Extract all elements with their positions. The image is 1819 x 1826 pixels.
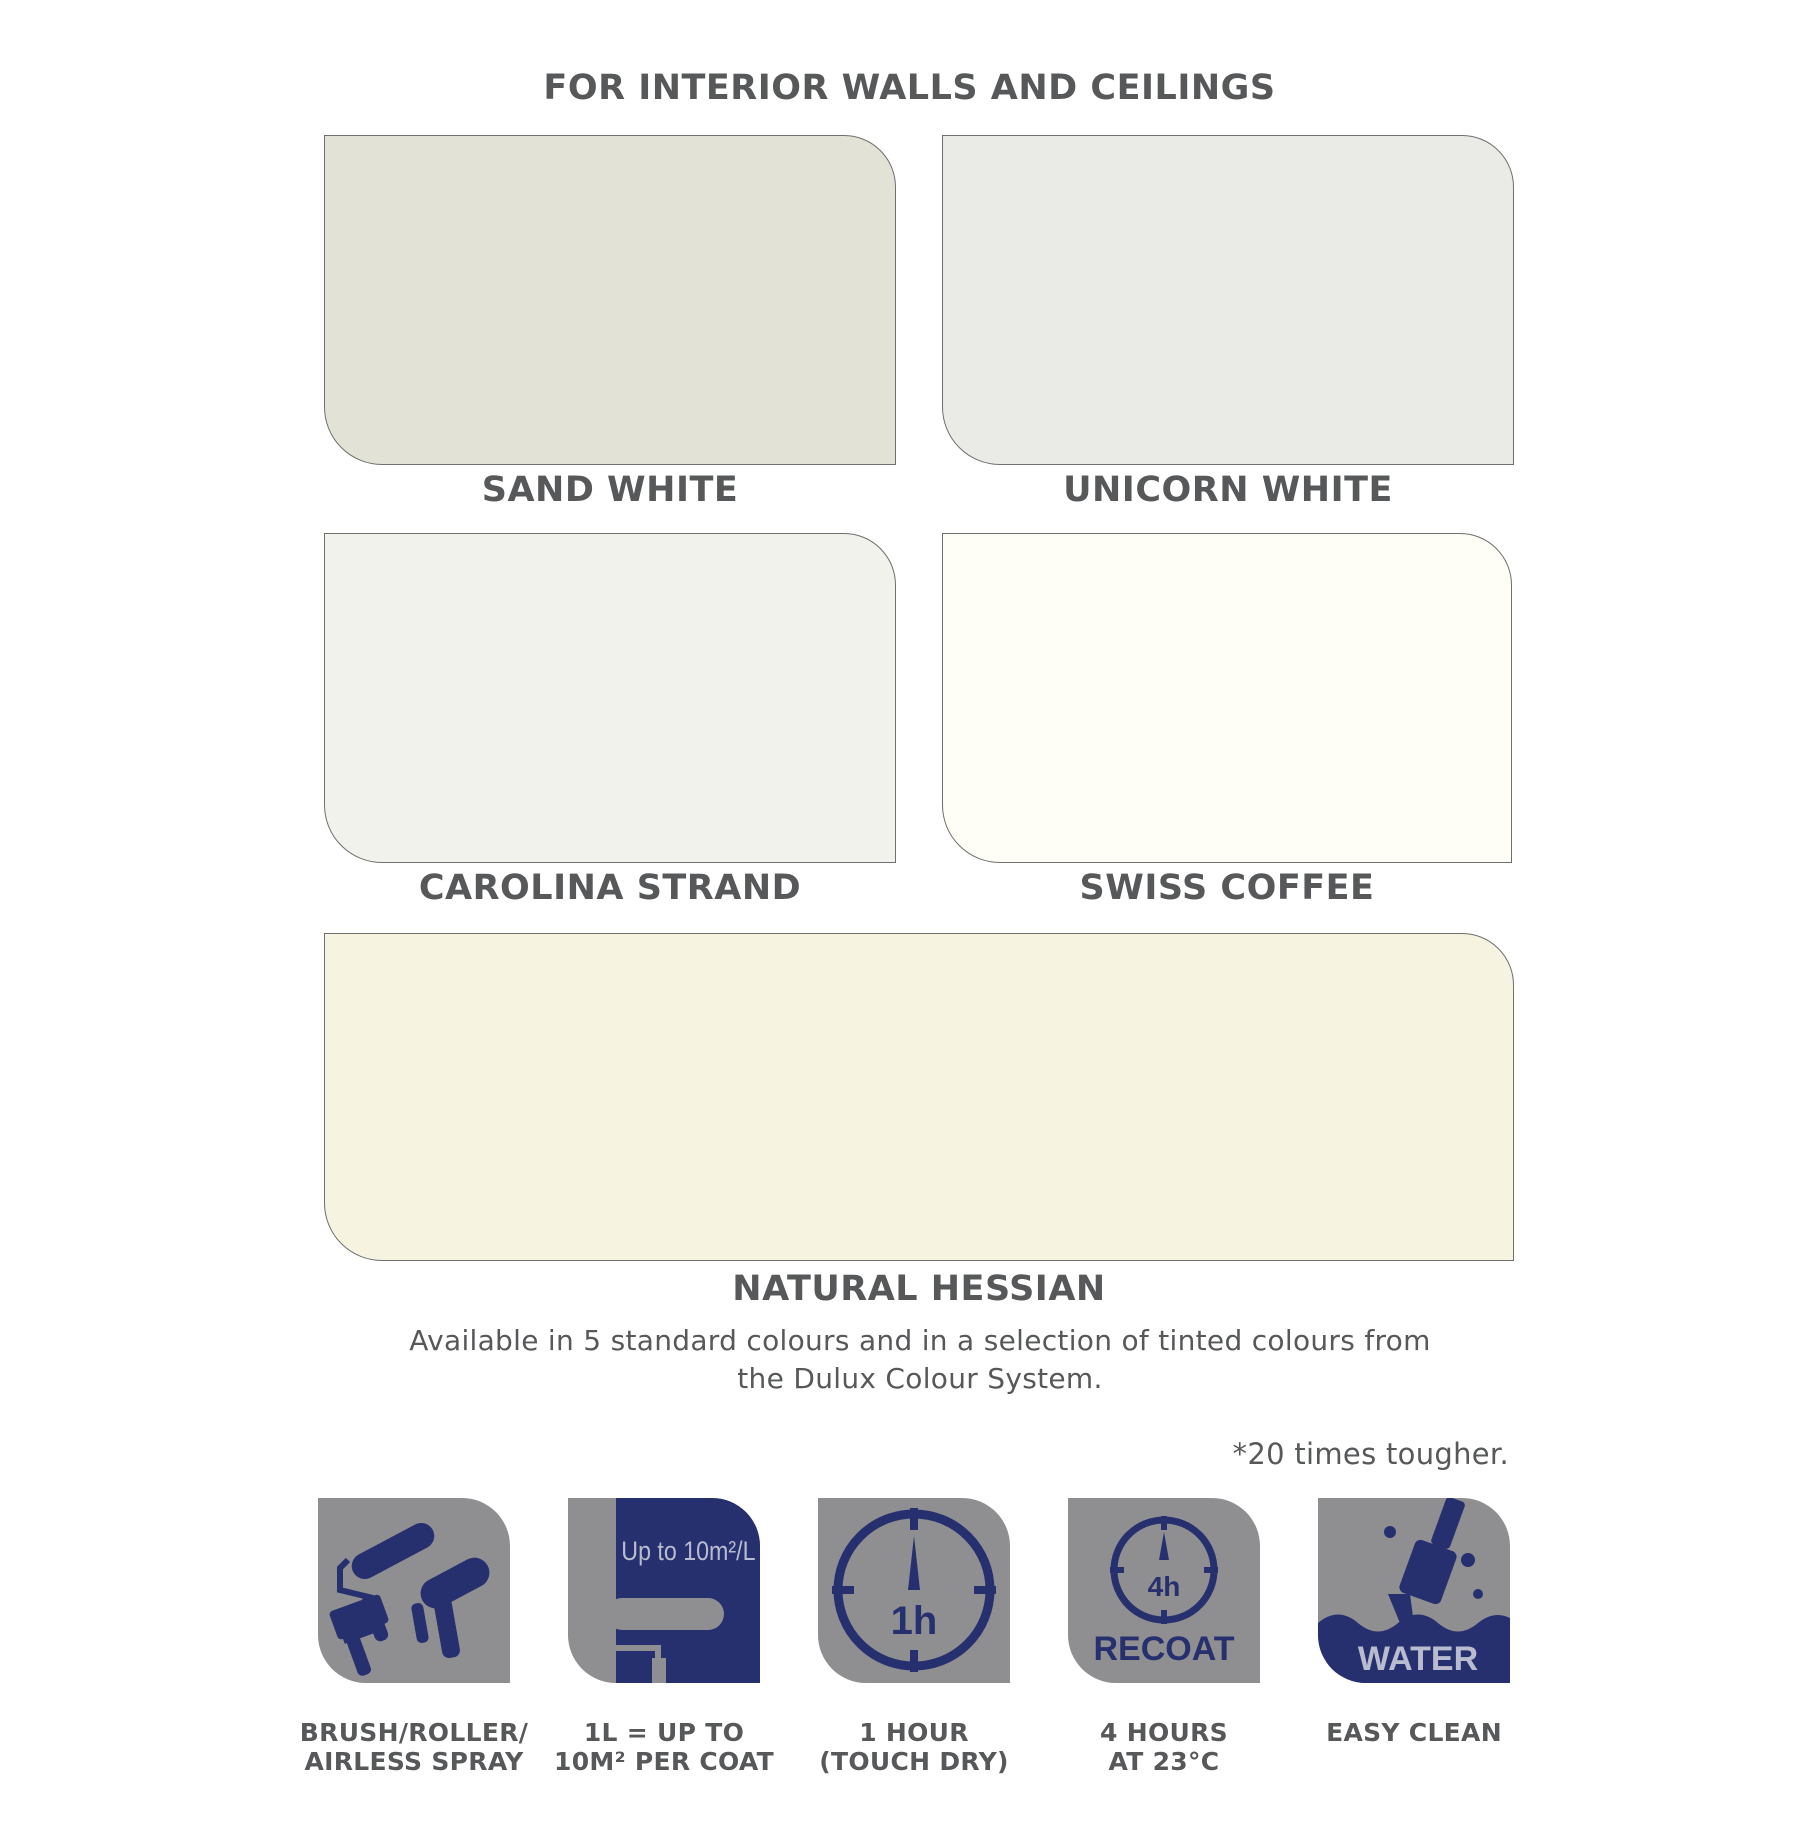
feature-label-coverage <box>534 1718 794 1776</box>
coverage-roller-icon <box>568 1498 760 1683</box>
clock-1h-icon <box>818 1498 1010 1683</box>
recoat-text: RECOAT <box>1093 1630 1235 1668</box>
swatch-label-carolina-strand: CAROLINA STRAND <box>418 868 802 908</box>
water-text: WATER <box>1357 1640 1479 1678</box>
feature-label-easy-clean <box>1284 1718 1544 1747</box>
availability-note-line-1: Available in 5 standard colours and in a selection of tinted colours from <box>409 1324 1431 1357</box>
recoat-clock-icon <box>1068 1498 1260 1683</box>
swatch-sand-white <box>324 135 896 465</box>
swatch-label-unicorn-white: UNICORN WHITE <box>1063 470 1393 510</box>
feature-label-coverage-line-1: 1L = UP TO <box>583 1718 745 1747</box>
feature-label-touch-dry <box>784 1718 1044 1776</box>
feature-label-application <box>284 1718 544 1776</box>
feature-label-touch-dry-line-1: 1 HOUR <box>859 1718 969 1747</box>
feature-label-easy-clean-line-1: EASY CLEAN <box>1326 1718 1502 1747</box>
swatch-unicorn-white <box>942 135 1514 465</box>
recoat-4h-text: 4h <box>1147 1571 1181 1602</box>
feature-label-touch-dry-line-2: (TOUCH DRY) <box>819 1747 1009 1776</box>
availability-note <box>300 1322 1540 1398</box>
tougher-footnote: *20 times tougher. <box>1232 1437 1509 1471</box>
feature-label-recoat <box>1034 1718 1294 1776</box>
feature-label-coverage-line-2: 10M² PER COAT <box>554 1747 774 1776</box>
swatch-swiss-coffee <box>942 533 1512 863</box>
availability-note-line-2: the Dulux Colour System. <box>737 1362 1103 1395</box>
page-heading: FOR INTERIOR WALLS AND CEILINGS <box>543 68 1276 108</box>
swatch-label-sand-white: SAND WHITE <box>481 470 739 510</box>
clock-1h-text: 1h <box>890 1599 938 1643</box>
swatch-label-natural-hessian: NATURAL HESSIAN <box>732 1269 1106 1309</box>
coverage-badge-text: Up to 10m²/L <box>621 1536 756 1567</box>
feature-label-application-line-2: AIRLESS SPRAY <box>304 1747 524 1776</box>
swatch-label-swiss-coffee: SWISS COFFEE <box>1079 868 1375 908</box>
swatch-natural-hessian <box>324 933 1514 1261</box>
brush-roller-spray-icon <box>318 1498 510 1683</box>
feature-label-recoat-line-2: AT 23°C <box>1108 1747 1220 1776</box>
water-brush-icon <box>1318 1498 1510 1683</box>
swatch-carolina-strand <box>324 533 896 863</box>
feature-label-recoat-line-1: 4 HOURS <box>1100 1718 1228 1747</box>
feature-label-application-line-1: BRUSH/ROLLER/ <box>299 1718 529 1747</box>
